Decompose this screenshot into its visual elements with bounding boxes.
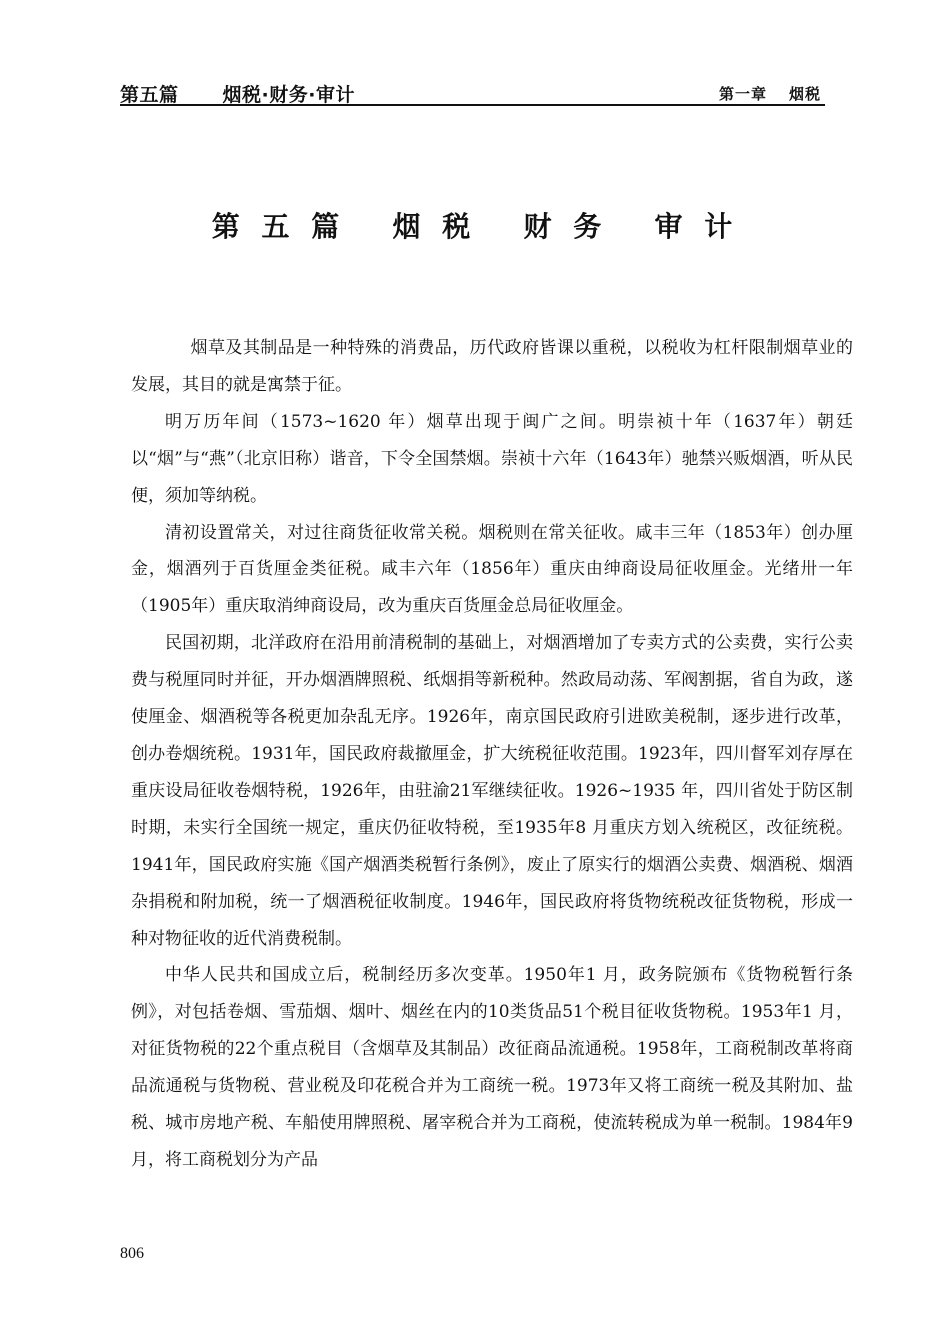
header-part-subject: 烟税·财务·审计 — [222, 84, 355, 106]
running-header — [120, 80, 825, 106]
paragraph-intro: 烟草及其制品是一种特殊的消费品，历代政府皆课以重税，以税收为杠杆限制烟草业的发展，其目的就是寓禁于征。 — [131, 338, 853, 395]
header-rule — [120, 104, 825, 106]
paragraph-qing: 清初设置常关，对过往商货征收常关税。烟税则在常关征收。咸丰三年（1853年）创办厘金，烟酒列于百货厘金类征税。咸丰六年（1856年）重庆由绅商设局征收厘金。光绪卅一年（1905年）重庆取消绅商设局，改为重庆百货厘金总局征收厘金。 — [131, 522, 853, 617]
page-title: 第 五 篇 烟 税 财 务 审 计 — [211, 210, 739, 243]
page-number: 806 — [120, 1245, 144, 1262]
header-chapter-subject: 烟税 — [788, 85, 821, 103]
paragraph-ming: 明万历年间（1573~1620 年）烟草出现于闽广之间。明崇祯十年（1637年）朝廷以“烟”与“燕”（北京旧称）谐音，下令全国禁烟。崇祯十六年（1643年）驰禁兴贩烟酒，听从民便，须加等纳税。 — [131, 411, 853, 506]
body-text — [131, 330, 853, 1179]
header-chapter — [719, 83, 821, 104]
paragraph-prc: 中华人民共和国成立后，税制经历多次变革。1950年1 月，政务院颁布《货物税暂行条例》，对包括卷烟、雪茄烟、烟叶、烟丝在内的10类货品51个税目征收货物税。1953年1 月，对征货物税的22个重点税目（含烟草及其制品）改征商品流通税。1958年，工商税制改革将商品流通税与货物税、营业税及印花税合并为工商统一税。1973年又将工商统一税及其附加、盐税、城市房地产税、车船使用牌照税、屠宰税合并为工商税，使流转税成为单一税制。1984年9 月，将工商税划分为产品 — [131, 965, 853, 1170]
header-part-label: 第五篇 — [120, 84, 179, 106]
header-chapter-label: 第一章 — [718, 85, 767, 103]
header-part — [120, 80, 355, 107]
paragraph-republic: 民国初期，北洋政府在沿用前清税制的基础上，对烟酒增加了专卖方式的公卖费，实行公卖费与税厘同时并征，开办烟酒牌照税、纸烟捐等新税种。然政局动荡、军阀割据，省自为政，遂使厘金、烟酒税等各税更加杂乱无序。1926年，南京国民政府引进欧美税制，逐步进行改革，创办卷烟统税。1931年，国民政府裁撤厘金，扩大统税征收范围。1923年，四川督军刘存厚在重庆设局征收卷烟特税，1926年，由驻渝21军继续征收。1926~1935 年，四川省处于防区制时期，未实行全国统一规定，重庆仍征收特税，至1935年8 月重庆方划入统税区，改征统税。1941年，国民政府实施《国产烟酒类税暂行条例》，废止了原实行的烟酒公卖费、烟酒税、烟酒杂捐税和附加税，统一了烟酒税征收制度。1946年，国民政府将货物统税改征货物税，形成一种对物征收的近代消费税制。 — [131, 633, 853, 949]
